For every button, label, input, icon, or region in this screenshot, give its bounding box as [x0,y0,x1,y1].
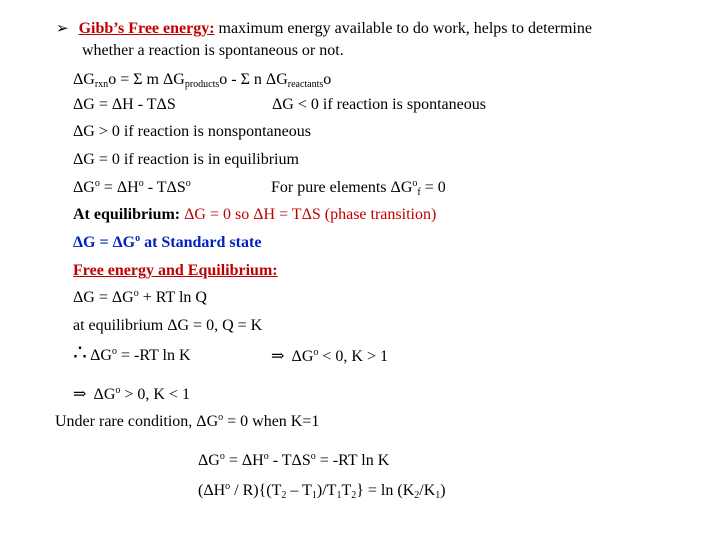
gibbs-bullet-line-2: whether a reaction is spontaneous or not. [82,42,344,59]
at-equilibrium-label: At equilibrium: [73,206,181,223]
rt-ln-q-equation: $\Delta G = \Delta G^o$ + RT ln Q [73,288,207,306]
gibbs-rtlnk-equation: $\Delta G^o = \Delta H^o - T\Delta S^o = -RT$ ln K [198,451,390,469]
gibbs-term: Gibb’s Free energy: [78,20,215,37]
dg-definition: ΔG = ΔH - TΔS [73,96,176,113]
nonspontaneous-condition: ΔG > 0 if reaction is nonspontaneous [73,123,311,140]
vant-hoff-equation: $(\Delta H^o / R)\{(T_2 - T_1)/T_1T_2\} = \ln (K_2/K_1)$ [198,481,446,501]
pure-elements-note: For pure elements $\Delta G^o_f = 0$ [271,178,446,198]
rare-condition-line: Under rare condition, $\Delta G^o = 0$ when K=1 [55,412,320,430]
therefore-line: ∴ $\Delta G^o = -RT$ ln K [73,341,191,366]
rxn-equation: $\Delta G_{rxn}o = \Sigma$ m $\Delta G_{products}o$ - Σ n $\Delta G_{reactants}o$ [73,71,332,90]
k-less-than-one: ⇒ $\Delta G^o > 0$, K < 1 [73,384,190,403]
free-energy-equilibrium-heading: Free energy and Equilibrium: [73,262,278,279]
implies-icon: ⇒ [271,346,285,365]
equilibrium-condition: ΔG = 0 if reaction is in equilibrium [73,151,299,168]
therefore-icon: ∴ [73,341,87,366]
at-equilibrium-line [73,205,436,225]
at-equilibrium-q-k: at equilibrium ΔG = 0, Q = K [73,317,263,334]
phase-transition-text: ΔG = 0 so ΔH = TΔS (phase transition) [180,206,437,223]
implies-icon: ⇒ [73,384,87,403]
arrow-bullet-icon: ➢ [56,19,69,37]
gibbs-definition-1: maximum energy available to do work, helps to determine [214,20,592,37]
k-greater-than-one: ⇒ $\Delta G^o < 0$, K > 1 [271,346,388,365]
standard-state-line: $\Delta G = \Delta G^o$ at Standard state [73,233,262,251]
spontaneous-condition: ΔG < 0 if reaction is spontaneous [272,96,486,113]
gibbs-bullet-line-1 [56,18,592,39]
standard-dg-equation: $\Delta G^o = \Delta H^o - T\Delta S^o$ [73,178,191,196]
